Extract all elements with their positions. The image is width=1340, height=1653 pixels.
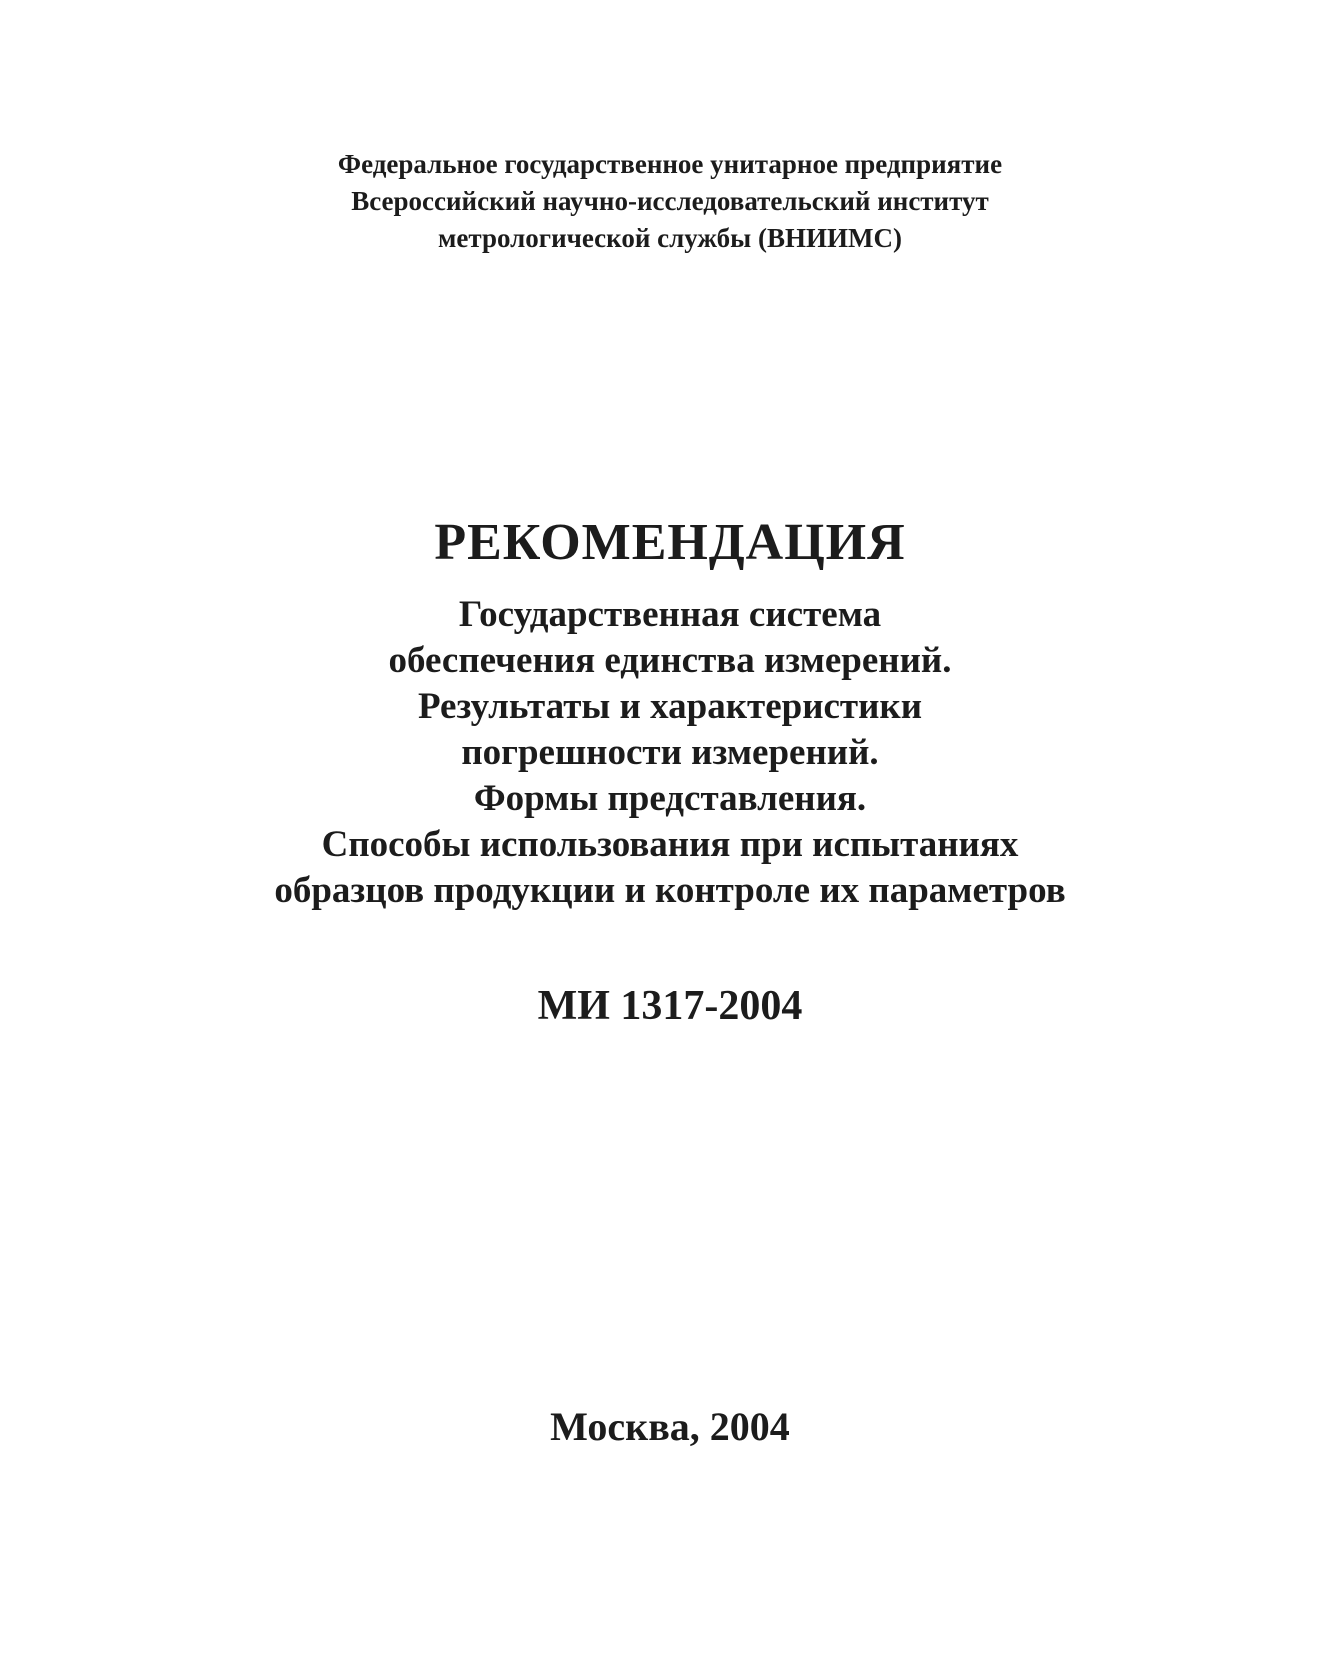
document-subtitle: [0, 592, 1340, 914]
city-year-footer: Москва, 2004: [550, 1404, 790, 1449]
organization-line-1: Федеральное государственное унитарное предприятие: [337, 149, 1003, 179]
subtitle-line: Результаты и характеристики: [417, 686, 923, 727]
subtitle-line: Формы представления.: [473, 778, 867, 819]
document-number: МИ 1317-2004: [537, 983, 803, 1029]
organization-line-3: метрологической службы (ВНИИМС): [438, 223, 902, 253]
document-type-title: РЕКОМЕНДАЦИЯ: [434, 514, 906, 571]
organization-line-2: Всероссийский научно-исследовательский институт: [351, 186, 989, 216]
subtitle-line: обеспечения единства измерений.: [388, 640, 952, 681]
organization-header: [0, 146, 1340, 257]
subtitle-line: Способы использования при испытаниях: [321, 824, 1019, 865]
subtitle-line: погрешности измерений.: [461, 732, 879, 773]
subtitle-line: образцов продукции и контроле их параметров: [274, 870, 1066, 911]
subtitle-line: Государственная система: [458, 594, 882, 635]
